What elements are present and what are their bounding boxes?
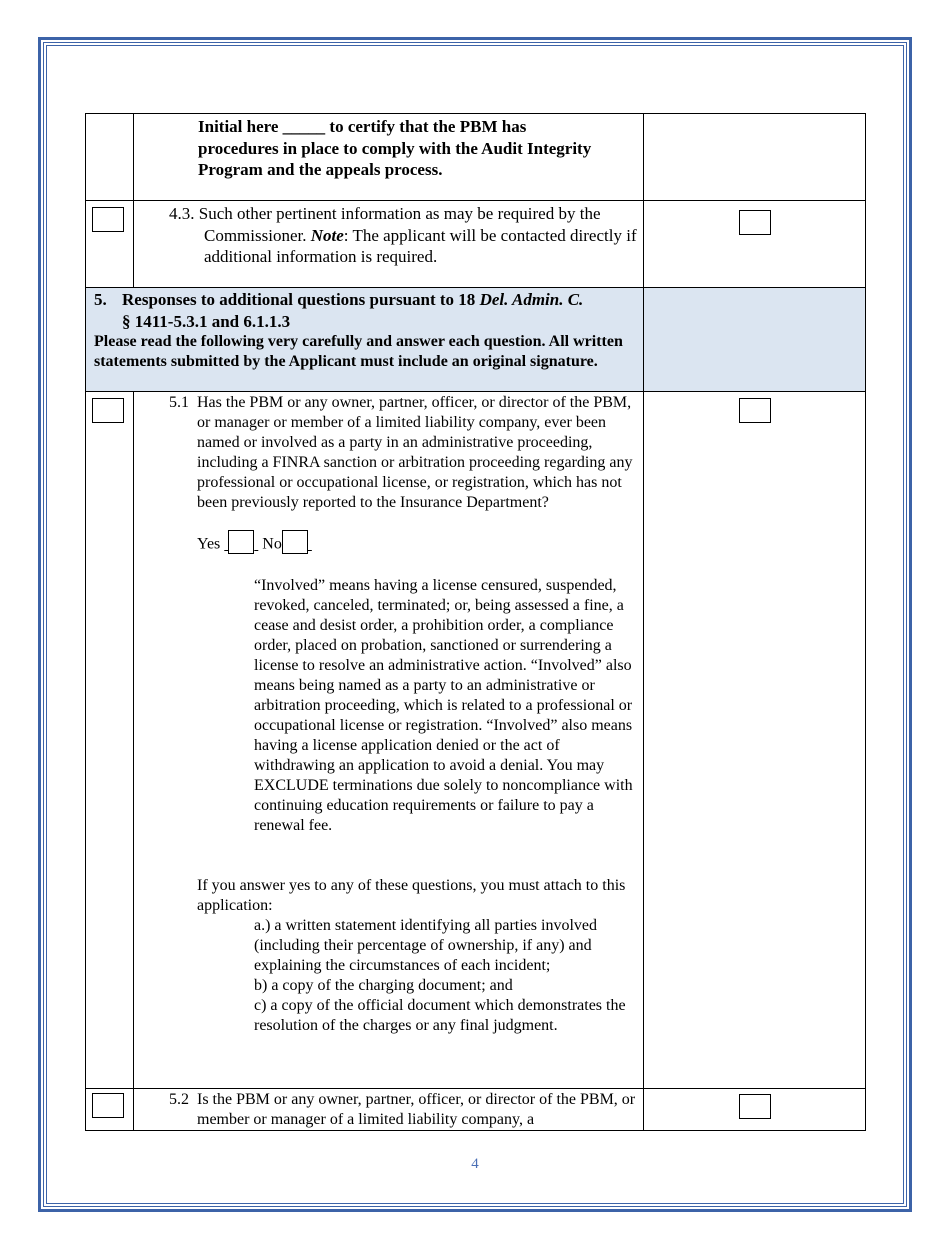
checkbox-cell-right — [644, 392, 866, 1089]
table-row — [86, 114, 866, 201]
item-4-3-note-label: Note — [310, 225, 344, 245]
question-5-1-checkbox-left[interactable] — [92, 398, 124, 423]
section-5-header-right-cell — [644, 288, 866, 392]
question-5-2-checkbox-left[interactable] — [92, 1093, 124, 1118]
question-5-2-cell — [134, 1089, 644, 1131]
involved-definition: “Involved” means having a license censured, suspended, revoked, canceled, terminated; or, being assessed a fine, a cease and desist order, a prohibition order, a compliance order, placed on probation, sanctioned or surrendering a license to resolve an administrative action. “Involved” also means being named as a party to an administrative or arbitration proceeding, which is related to a professional or occupational license or registration. “Involved” also means having a license application denied or the act of withdrawing an application to avoid a denial. You may EXCLUDE terminations due solely to noncompliance with continuing education requirements or failure to pay a renewal fee. — [254, 577, 633, 834]
item-4-3-cell — [134, 201, 644, 288]
attach-intro: If you answer yes to any of these questions, you must attach to this application: — [197, 877, 626, 914]
checkbox-cell-left — [86, 1089, 134, 1131]
checkbox-cell-left — [86, 114, 134, 201]
checkbox-cell-right — [644, 1089, 866, 1131]
attach-item-c: c) a copy of the official document which demonstrates the resolution of the charges or any final judgment. — [254, 997, 626, 1034]
question-5-2-text: Is the PBM or any owner, partner, officer, or director of the PBM, or member or manager of a limited liability company, a — [197, 1091, 636, 1128]
item-4-3-text-suffix: : The applicant will be contacted directly if additional information is required. — [204, 225, 637, 266]
item-4-3-text — [134, 201, 643, 268]
checkbox-cell-left — [86, 392, 134, 1089]
table-row — [86, 392, 866, 1089]
page-number: 4 — [471, 1156, 479, 1172]
table-row — [86, 1089, 866, 1131]
attach-list — [169, 916, 637, 1036]
yes-label: Yes — [197, 535, 221, 553]
attach-item-a: a.) a written statement identifying all parties involved (including their percentage of ownership, if any) and explaining the circumstances of each incident; — [254, 917, 598, 974]
attach-item-b: b) a copy of the charging document; and — [254, 977, 513, 994]
item-4-3-number: 4.3. — [169, 204, 195, 223]
question-5-1-number: 5.1 — [169, 394, 189, 411]
yes-no-row — [169, 533, 637, 557]
question-5-2-number: 5.2 — [169, 1091, 189, 1108]
section-5-header-row — [86, 288, 866, 392]
question-5-2-block — [134, 1089, 643, 1130]
section-5-instructions: Please read the following very carefully and answer each question. All written statements submitted by the Applicant must include an original signature. — [94, 333, 623, 370]
checkbox-cell-right — [644, 114, 866, 201]
section-5-heading-line2: § 1411-5.3.1 and 6.1.1.3 — [122, 311, 291, 331]
section-5-heading — [94, 289, 637, 332]
application-form-table — [85, 113, 866, 1131]
no-checkbox[interactable] — [282, 530, 308, 554]
item-4-3-text-prefix: Such other pertinent information as may be required by the Commissioner. — [198, 204, 601, 245]
item-4-3-checkbox-right[interactable] — [739, 210, 771, 235]
initial-cell — [134, 114, 644, 201]
question-5-2-checkbox-right[interactable] — [739, 1094, 771, 1119]
question-5-1-checkbox-right[interactable] — [739, 398, 771, 423]
section-5-number: 5. — [94, 290, 107, 309]
item-4-3-checkbox-left[interactable] — [92, 207, 124, 232]
section-5-header-cell — [86, 288, 644, 392]
yes-checkbox[interactable] — [228, 530, 254, 554]
question-5-1-block — [134, 392, 643, 1036]
table-row — [86, 201, 866, 288]
checkbox-cell-left — [86, 201, 134, 288]
section-5-heading-cite: Del. Admin. C. — [479, 290, 584, 309]
no-label: No — [262, 535, 282, 553]
question-5-1-text: Has the PBM or any owner, partner, officer, or director of the PBM, or manager or member of a limited liability company, ever been named or involved as a party in an administrative proceeding, including a FINRA sanction or arbitration proceeding regarding any professional or occupational license, or registration, which has not been previously reported to the Insurance Department? — [197, 394, 633, 511]
initial-certify-text: Initial here _____ to certify that the PBM has procedures in place to comply with the Audit Integrity Program and the appeals process. — [198, 117, 592, 179]
checkbox-cell-right — [644, 201, 866, 288]
section-5-heading-prefix: Responses to additional questions pursuant to 18 — [122, 290, 476, 309]
question-5-1-cell — [134, 392, 644, 1089]
